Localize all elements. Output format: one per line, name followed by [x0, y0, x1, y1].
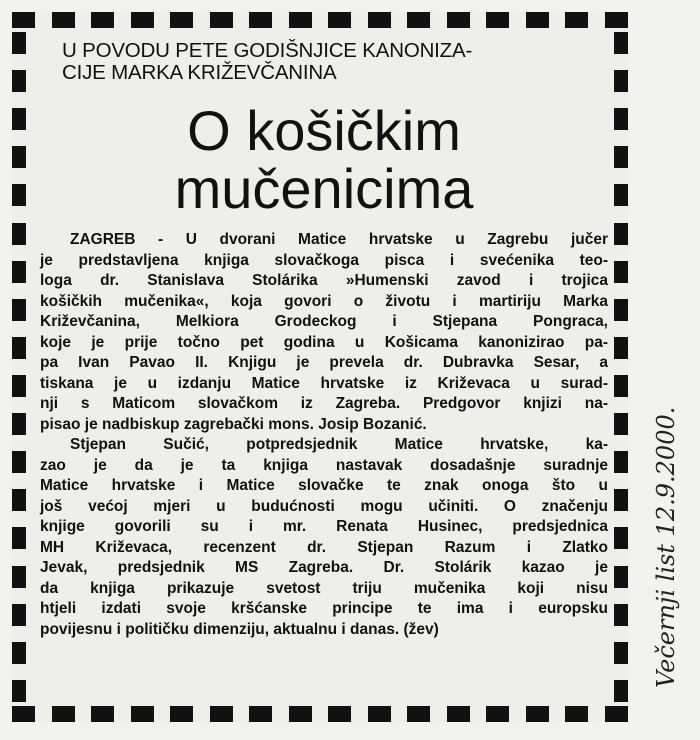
headline-line: mučenicima: [174, 157, 474, 220]
border-dash: [12, 451, 26, 473]
dashed-border-frame: [12, 12, 628, 722]
border-dash: [328, 12, 351, 28]
border-dash: [614, 375, 628, 397]
body-line: htjeli izdati svoje kršćanske principe te ima i europsku: [40, 600, 608, 617]
border-dash: [614, 261, 628, 283]
border-dash: [12, 184, 26, 206]
border-dash: [368, 12, 391, 28]
border-dash: [407, 706, 430, 722]
border-dash: [614, 413, 628, 435]
border-dash: [170, 706, 193, 722]
article: [40, 34, 608, 706]
border-dash: [12, 642, 26, 664]
border-dash: [447, 12, 470, 28]
border-dash: [565, 12, 588, 28]
border-dash: [12, 12, 35, 28]
body-line: Stjepan Sučić, potpredsjednik Matice hrvatske, ka-: [70, 436, 608, 453]
kicker-line: U POVODU PETE GODIŠNJICE KANONIZA-: [62, 39, 473, 62]
body-line: tiskana je u izdanju Matice hrvatske iz Križevaca u surad-: [40, 374, 608, 392]
border-dash: [12, 32, 26, 54]
border-dash: [526, 12, 549, 28]
border-dash: [12, 261, 26, 283]
border-dash: [565, 706, 588, 722]
border-dash: [12, 604, 26, 626]
border-dash: [614, 566, 628, 588]
border-dash: [486, 12, 509, 28]
border-right: [614, 32, 628, 702]
border-dash: [12, 299, 26, 321]
article-body: [40, 230, 608, 640]
border-dash: [447, 706, 470, 722]
border-dash: [289, 706, 312, 722]
border-dash: [12, 70, 26, 92]
border-left: [12, 32, 26, 702]
border-dash: [12, 375, 26, 397]
border-dash: [12, 489, 26, 511]
border-dash: [614, 32, 628, 54]
border-dash: [614, 146, 628, 168]
body-line: Križevčanina, Melkiora Grodeckog i Stjepana Pongraca,: [40, 313, 608, 330]
border-top: [12, 12, 628, 28]
border-dash: [614, 299, 628, 321]
border-dash: [131, 12, 154, 28]
article-kicker: [62, 40, 614, 84]
body-line: da knjiga prikazuje svetost triju mučenika koji nisu: [40, 579, 608, 597]
body-line: pisao je nadbiskup zagrebački mons. Josip Bozanić.: [40, 415, 427, 433]
border-dash: [614, 680, 628, 702]
border-dash: [614, 184, 628, 206]
border-dash: [486, 706, 509, 722]
border-dash: [210, 706, 233, 722]
border-dash: [407, 12, 430, 28]
border-dash: [526, 706, 549, 722]
border-dash: [12, 413, 26, 435]
border-dash: [170, 12, 193, 28]
border-dash: [12, 527, 26, 549]
border-dash: [12, 566, 26, 588]
border-dash: [12, 146, 26, 168]
handwritten-source-note: [648, 300, 688, 690]
border-dash: [131, 706, 154, 722]
border-dash: [605, 12, 628, 28]
article-headline: [40, 99, 608, 220]
border-dash: [12, 680, 26, 702]
headline-line: O košičkim: [187, 99, 461, 162]
border-dash: [249, 706, 272, 722]
body-line: MH Križevaca, recenzent dr. Stjepan Razum i Zlatko: [40, 538, 608, 556]
border-bottom: [12, 706, 628, 722]
body-line: Matice hrvatske i Matice slovačke te znak onoga što u: [40, 477, 608, 494]
body-line: Jevak, predsjednik MS Zagreba. Dr. Stolárik kazao je: [40, 559, 608, 576]
body-line: je predstavljena knjiga slovačkoga pisca i svećenika teo-: [40, 251, 608, 269]
border-dash: [368, 706, 391, 722]
border-dash: [328, 706, 351, 722]
border-dash: [614, 70, 628, 92]
border-dash: [12, 337, 26, 359]
body-line: košičkih mučenika«, koja govori o životu i martiriju Marka: [40, 292, 608, 310]
border-dash: [614, 223, 628, 245]
border-dash: [12, 223, 26, 245]
border-dash: [91, 706, 114, 722]
body-line: povijesnu i političku dimenziju, aktualnu i danas. (žev): [40, 620, 439, 638]
border-dash: [52, 706, 75, 722]
border-dash: [614, 642, 628, 664]
border-dash: [249, 12, 272, 28]
border-dash: [614, 337, 628, 359]
border-dash: [91, 12, 114, 28]
body-line: zao je da je ta knjiga nastavak dosadašnje suradnje: [40, 456, 608, 474]
border-dash: [52, 12, 75, 28]
border-dash: [614, 527, 628, 549]
border-dash: [614, 604, 628, 626]
border-dash: [614, 451, 628, 473]
handwritten-note-text: Večernji list 12.9.2000.: [652, 406, 680, 688]
body-line: još većoj mjeri u budućnosti mogu učiniti. O značenju: [40, 497, 608, 515]
body-line: pa Ivan Pavao II. Knjigu je prevela dr. Dubravka Sesar, a: [40, 354, 608, 371]
border-dash: [12, 706, 35, 722]
border-dash: [210, 12, 233, 28]
border-dash: [289, 12, 312, 28]
body-line: nji s Maticom slovačkom iz Zagreba. Predgovor knjizi na-: [40, 395, 608, 412]
body-line: koje je prije točno pet godina u Košicama kanonizirao pa-: [40, 333, 608, 351]
border-dash: [614, 108, 628, 130]
border-dash: [12, 108, 26, 130]
body-line: loga dr. Stanislava Stolárika »Humenski zavod i trojica: [40, 272, 608, 289]
body-line: knjige govorili su i mr. Renata Husinec, predsjednica: [40, 518, 608, 535]
kicker-line: CIJE MARKA KRIŽEVČANINA: [62, 61, 337, 84]
body-line: ZAGREB - U dvorani Matice hrvatske u Zagrebu jučer: [70, 231, 608, 248]
border-dash: [605, 706, 628, 722]
border-dash: [614, 489, 628, 511]
